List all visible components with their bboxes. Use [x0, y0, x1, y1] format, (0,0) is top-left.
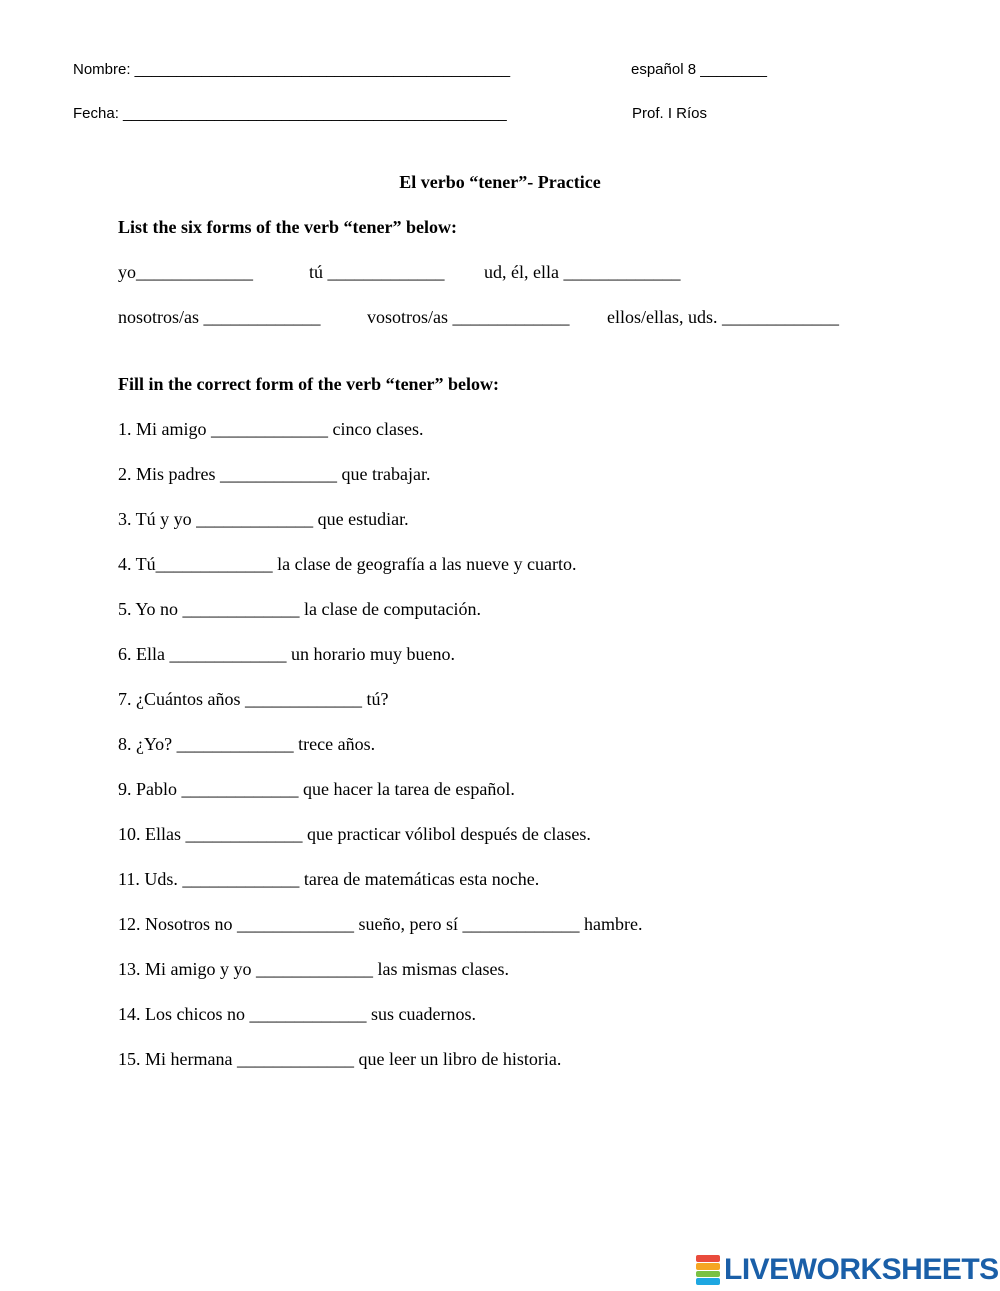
form-blank-tu[interactable]: tú _____________: [309, 262, 445, 282]
exercise-item[interactable]: 2. Mis padres _____________ que trabajar.: [118, 464, 431, 484]
exercise-item[interactable]: 15. Mi hermana _____________ que leer un libro de historia.: [118, 1049, 562, 1069]
form-blank-ud[interactable]: ud, él, ella _____________: [484, 262, 681, 282]
worksheet-title: El verbo “tener”- Practice: [399, 172, 601, 192]
liveworksheets-wordmark: LIVEWORKSHEETS: [724, 1253, 999, 1286]
form-blank-nosotros[interactable]: nosotros/as _____________: [118, 307, 321, 327]
form-blank-vosotros[interactable]: vosotros/as _____________: [367, 307, 570, 327]
date-field[interactable]: Fecha: ______________________________________________: [73, 105, 507, 122]
exercise-item[interactable]: 13. Mi amigo y yo _____________ las mismas clases.: [118, 959, 509, 979]
liveworksheets-logo: [696, 1252, 999, 1288]
form-blank-yo[interactable]: yo_____________: [118, 262, 253, 282]
liveworksheets-mark-icon: [696, 1255, 720, 1285]
exercise-item[interactable]: 4. Tú_____________ la clase de geografía a las nueve y cuarto.: [118, 554, 577, 574]
form-blank-ellos[interactable]: ellos/ellas, uds. _____________: [607, 307, 839, 327]
exercise-item[interactable]: 5. Yo no _____________ la clase de computación.: [118, 599, 481, 619]
exercise-item[interactable]: 7. ¿Cuántos años _____________ tú?: [118, 689, 389, 709]
exercise-item[interactable]: 8. ¿Yo? _____________ trece años.: [118, 734, 376, 754]
exercise-item[interactable]: 11. Uds. _____________ tarea de matemáticas esta noche.: [118, 869, 540, 889]
exercise-item[interactable]: 10. Ellas _____________ que practicar vólibol después de clases.: [118, 824, 591, 844]
exercise-item[interactable]: 6. Ella _____________ un horario muy bueno.: [118, 644, 455, 664]
exercise-item[interactable]: 1. Mi amigo _____________ cinco clases.: [118, 419, 424, 439]
exercise-item[interactable]: 9. Pablo _____________ que hacer la tarea de español.: [118, 779, 515, 799]
teacher-name: Prof. I Ríos: [632, 105, 708, 122]
exercise-item[interactable]: 3. Tú y yo _____________ que estudiar.: [118, 509, 409, 529]
section1-instruction: List the six forms of the verb “tener” below:: [118, 217, 457, 237]
exercise-item[interactable]: 14. Los chicos no _____________ sus cuadernos.: [118, 1004, 476, 1024]
section2-instruction: Fill in the correct form of the verb “tener” below:: [118, 374, 500, 394]
course-field[interactable]: español 8 ________: [631, 61, 767, 78]
name-field[interactable]: Nombre: _____________________________________________: [73, 61, 511, 78]
exercise-item[interactable]: 12. Nosotros no _____________ sueño, pero sí _____________ hambre.: [118, 914, 643, 934]
